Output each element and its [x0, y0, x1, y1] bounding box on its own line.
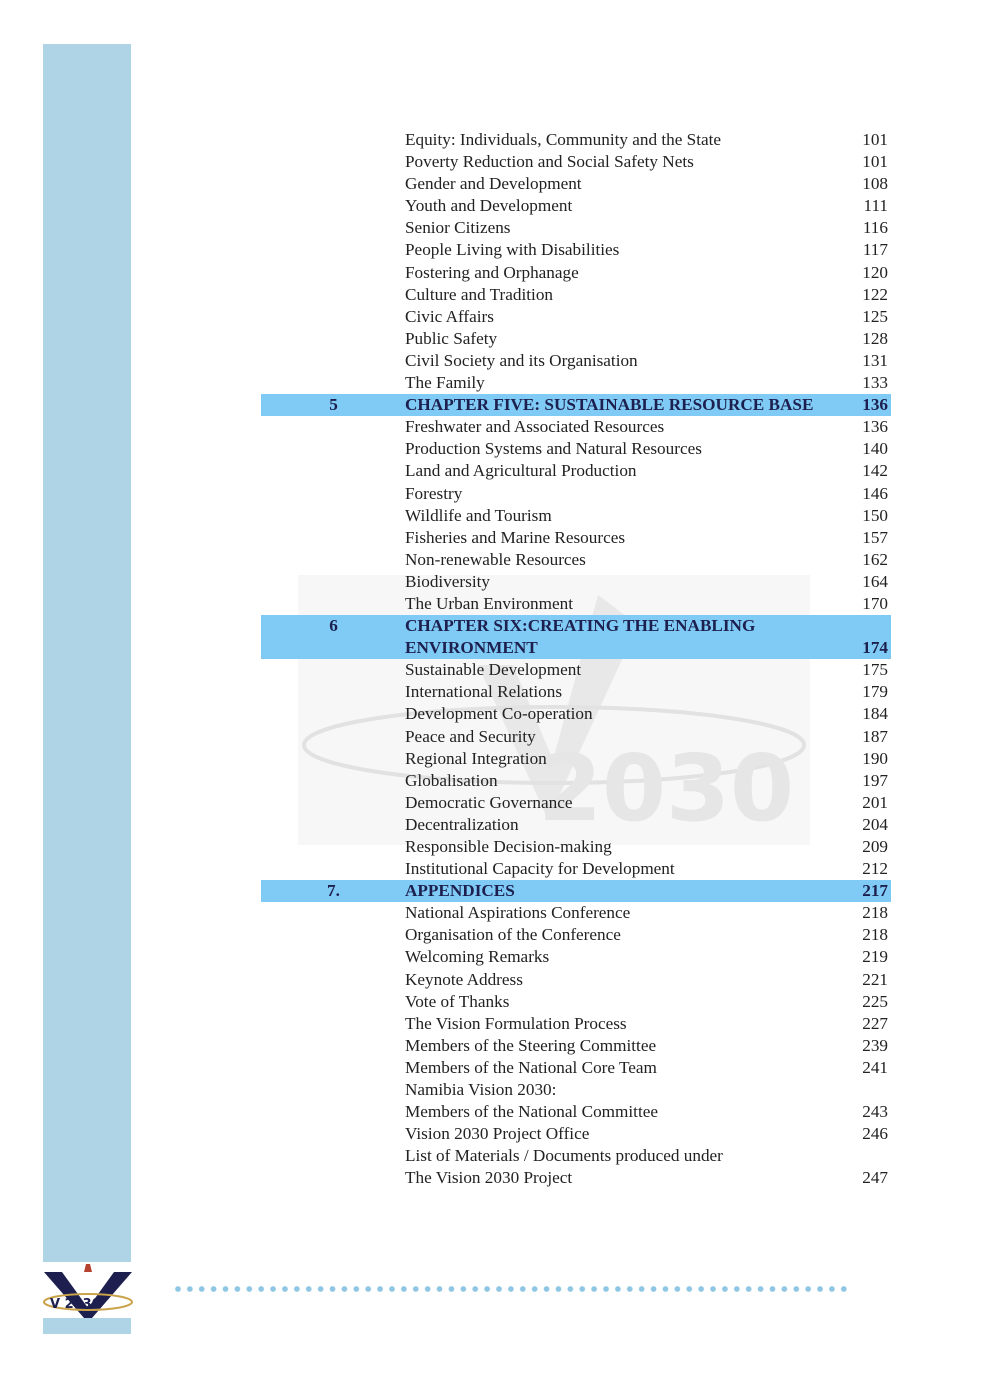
- chapter-number: 5: [329, 395, 338, 415]
- page-number: 227: [862, 1013, 888, 1033]
- page-number: 212: [862, 859, 888, 879]
- page-number: 133: [862, 373, 888, 393]
- toc-entry: [261, 217, 891, 239]
- page-number: 120: [862, 262, 888, 282]
- page-number: 246: [862, 1124, 888, 1144]
- toc-entry: [261, 416, 891, 438]
- entry-title: Decentralization: [405, 814, 519, 834]
- toc-entry: [261, 527, 891, 549]
- toc-entry: [261, 195, 891, 217]
- page-number: 201: [862, 792, 888, 812]
- page-number: 209: [862, 837, 888, 856]
- entry-title: National Aspirations Conference: [405, 903, 631, 923]
- entry-title: Gender and Development: [405, 174, 582, 194]
- entry-title: People Living with Disabilities: [405, 240, 620, 260]
- toc-entry: [261, 571, 891, 593]
- toc-entry: [261, 549, 891, 571]
- entry-title: The Family: [405, 373, 485, 393]
- toc-entry: [261, 1013, 891, 1035]
- entry-title: Keynote Address: [405, 969, 523, 989]
- entry-title: International Relations: [405, 682, 563, 702]
- page-number: 225: [862, 991, 888, 1011]
- entry-title: The Urban Environment: [405, 593, 574, 613]
- chapter-title: CHAPTER FIVE: SUSTAINABLE RESOURCE BASE: [405, 395, 814, 415]
- toc-entry: [261, 1035, 891, 1057]
- toc-entry: [261, 659, 891, 681]
- page-number: 187: [862, 726, 888, 746]
- toc-entry: [261, 770, 891, 792]
- toc-entry: [261, 505, 891, 527]
- entry-title: Development Co-operation: [405, 704, 593, 724]
- page-number: 247: [862, 1168, 888, 1188]
- toc-entry: [261, 372, 891, 394]
- toc-entry: [261, 726, 891, 748]
- entry-title: Namibia Vision 2030:: [405, 1080, 557, 1100]
- page-number: 140: [862, 439, 888, 459]
- entry-title: Responsible Decision-making: [405, 837, 612, 856]
- page-number: 218: [862, 903, 888, 923]
- entry-title: The Vision 2030 Project: [405, 1168, 573, 1188]
- entry-title: The Vision Formulation Process: [405, 1013, 627, 1033]
- page-number: 128: [862, 328, 888, 348]
- page-number: 164: [862, 571, 888, 591]
- chapter-title-continued: ENVIRONMENT: [405, 638, 538, 658]
- toc-entry: [261, 328, 891, 350]
- page-number: 111: [863, 196, 888, 216]
- entry-title: Civic Affairs: [405, 306, 494, 326]
- entry-title: Civil Society and its Organisation: [405, 350, 638, 370]
- toc-entry: [261, 1101, 891, 1123]
- chapter-heading: [261, 880, 891, 902]
- page-number: 221: [862, 969, 888, 989]
- svg-text:2030: 2030: [538, 735, 795, 842]
- entry-title: Poverty Reduction and Social Safety Nets: [405, 152, 694, 172]
- entry-title: Equity: Individuals, Community and the State: [405, 130, 722, 149]
- entry-title: Democratic Governance: [405, 792, 573, 812]
- page-number: 136: [862, 417, 888, 437]
- entry-title: Freshwater and Associated Resources: [405, 417, 665, 437]
- vision-2030-logo: [40, 1262, 136, 1320]
- toc-entry: [261, 284, 891, 306]
- toc-entry: [261, 1057, 891, 1079]
- entry-title: Culture and Tradition: [405, 284, 554, 304]
- page-number: 131: [862, 350, 888, 370]
- toc-entry: [261, 593, 891, 615]
- page-number: 184: [862, 704, 888, 724]
- entry-title: Senior Citizens: [405, 218, 511, 238]
- entry-title: Members of the Steering Committee: [405, 1035, 657, 1055]
- page-number: 162: [862, 549, 888, 569]
- toc-entry: [261, 991, 891, 1013]
- entry-title: Welcoming Remarks: [405, 947, 550, 967]
- toc-entry: [261, 483, 891, 505]
- toc-entry: [261, 902, 891, 924]
- toc-entry: [261, 262, 891, 284]
- toc-entry: [261, 173, 891, 195]
- toc-entry: [261, 946, 891, 968]
- page-number: 157: [862, 527, 888, 547]
- page-number: 142: [862, 461, 888, 481]
- page-number: 116: [862, 218, 888, 238]
- page-number: 190: [862, 748, 888, 768]
- entry-title: Wildlife and Tourism: [405, 505, 552, 525]
- page-number: 150: [862, 505, 888, 525]
- toc-entry: [261, 151, 891, 173]
- toc-entry: [261, 239, 891, 261]
- entry-title: Vote of Thanks: [405, 991, 510, 1011]
- toc-entry: [261, 681, 891, 703]
- chapter-heading: [261, 615, 891, 659]
- logo-text: V 2030: [50, 1297, 101, 1312]
- chapter-heading: [261, 394, 891, 416]
- page-number: 136: [862, 395, 888, 415]
- page-number: 101: [862, 152, 888, 172]
- toc-entry: [261, 703, 891, 725]
- entry-title: Production Systems and Natural Resources: [405, 439, 702, 459]
- entry-title: Vision 2030 Project Office: [405, 1124, 590, 1144]
- page-number: 179: [862, 682, 888, 702]
- toc-entry: [261, 129, 891, 151]
- page-number: 125: [862, 306, 888, 326]
- entry-title: Fisheries and Marine Resources: [405, 527, 626, 547]
- toc-entry: [261, 748, 891, 770]
- entry-title: Land and Agricultural Production: [405, 461, 637, 481]
- toc-entry: [261, 306, 891, 328]
- page-number: 122: [862, 284, 888, 304]
- entry-title: Organisation of the Conference: [405, 925, 621, 945]
- page-number: 197: [862, 770, 888, 790]
- entry-title: Fostering and Orphanage: [405, 262, 579, 282]
- entry-title: Peace and Security: [405, 726, 536, 746]
- page-number: 241: [862, 1057, 888, 1077]
- entry-title: Regional Integration: [405, 748, 547, 768]
- toc-entry: [261, 460, 891, 482]
- chapter-title: APPENDICES: [405, 881, 515, 901]
- toc-entry: [261, 1123, 891, 1145]
- entry-title: Sustainable Development: [405, 660, 582, 680]
- toc-entry: [261, 858, 891, 880]
- entry-title: Globalisation: [405, 770, 498, 790]
- page-number: 170: [862, 593, 888, 613]
- page-number: 146: [862, 483, 888, 503]
- page-number: 219: [862, 947, 888, 967]
- chapter-number: 7.: [327, 881, 340, 901]
- chapter-number: 6: [329, 616, 338, 636]
- sidebar-band: [43, 44, 131, 1262]
- page-number: 174: [862, 638, 888, 658]
- toc-entry: [261, 814, 891, 836]
- page-number: 204: [862, 814, 888, 834]
- entry-title: Biodiversity: [405, 571, 490, 591]
- entry-title: Members of the National Core Team: [405, 1057, 657, 1077]
- toc-entry: [261, 792, 891, 814]
- entry-title: Non-renewable Resources: [405, 549, 586, 569]
- page-number: 175: [862, 660, 888, 680]
- entry-title: Forestry: [405, 483, 463, 503]
- sidebar-foot-band: [43, 1318, 131, 1334]
- entry-title: List of Materials / Documents produced under: [405, 1146, 723, 1166]
- toc-entry: [261, 1145, 891, 1167]
- entry-title: Public Safety: [405, 328, 498, 348]
- page-number: 101: [862, 130, 888, 149]
- toc-entry: [261, 350, 891, 372]
- entry-title: Institutional Capacity for Development: [405, 859, 675, 879]
- page-number: 239: [862, 1035, 888, 1055]
- page-number: 218: [862, 925, 888, 945]
- toc-entry: [261, 924, 891, 946]
- entry-title: Members of the National Committee: [405, 1102, 658, 1122]
- page-number: 117: [862, 240, 888, 260]
- toc-entry: [261, 1167, 891, 1189]
- footer-dotted-line: [172, 1283, 852, 1295]
- table-of-contents: [261, 129, 891, 1190]
- entry-title: Youth and Development: [405, 196, 573, 216]
- toc-entry: [261, 836, 891, 858]
- page-number: 217: [862, 881, 888, 901]
- page-number: 108: [862, 174, 888, 194]
- toc-entry: [261, 438, 891, 460]
- page-number: 243: [862, 1102, 888, 1122]
- toc-entry: [261, 1079, 891, 1101]
- toc-entry: [261, 969, 891, 991]
- chapter-title: CHAPTER SIX:CREATING THE ENABLING: [405, 616, 756, 636]
